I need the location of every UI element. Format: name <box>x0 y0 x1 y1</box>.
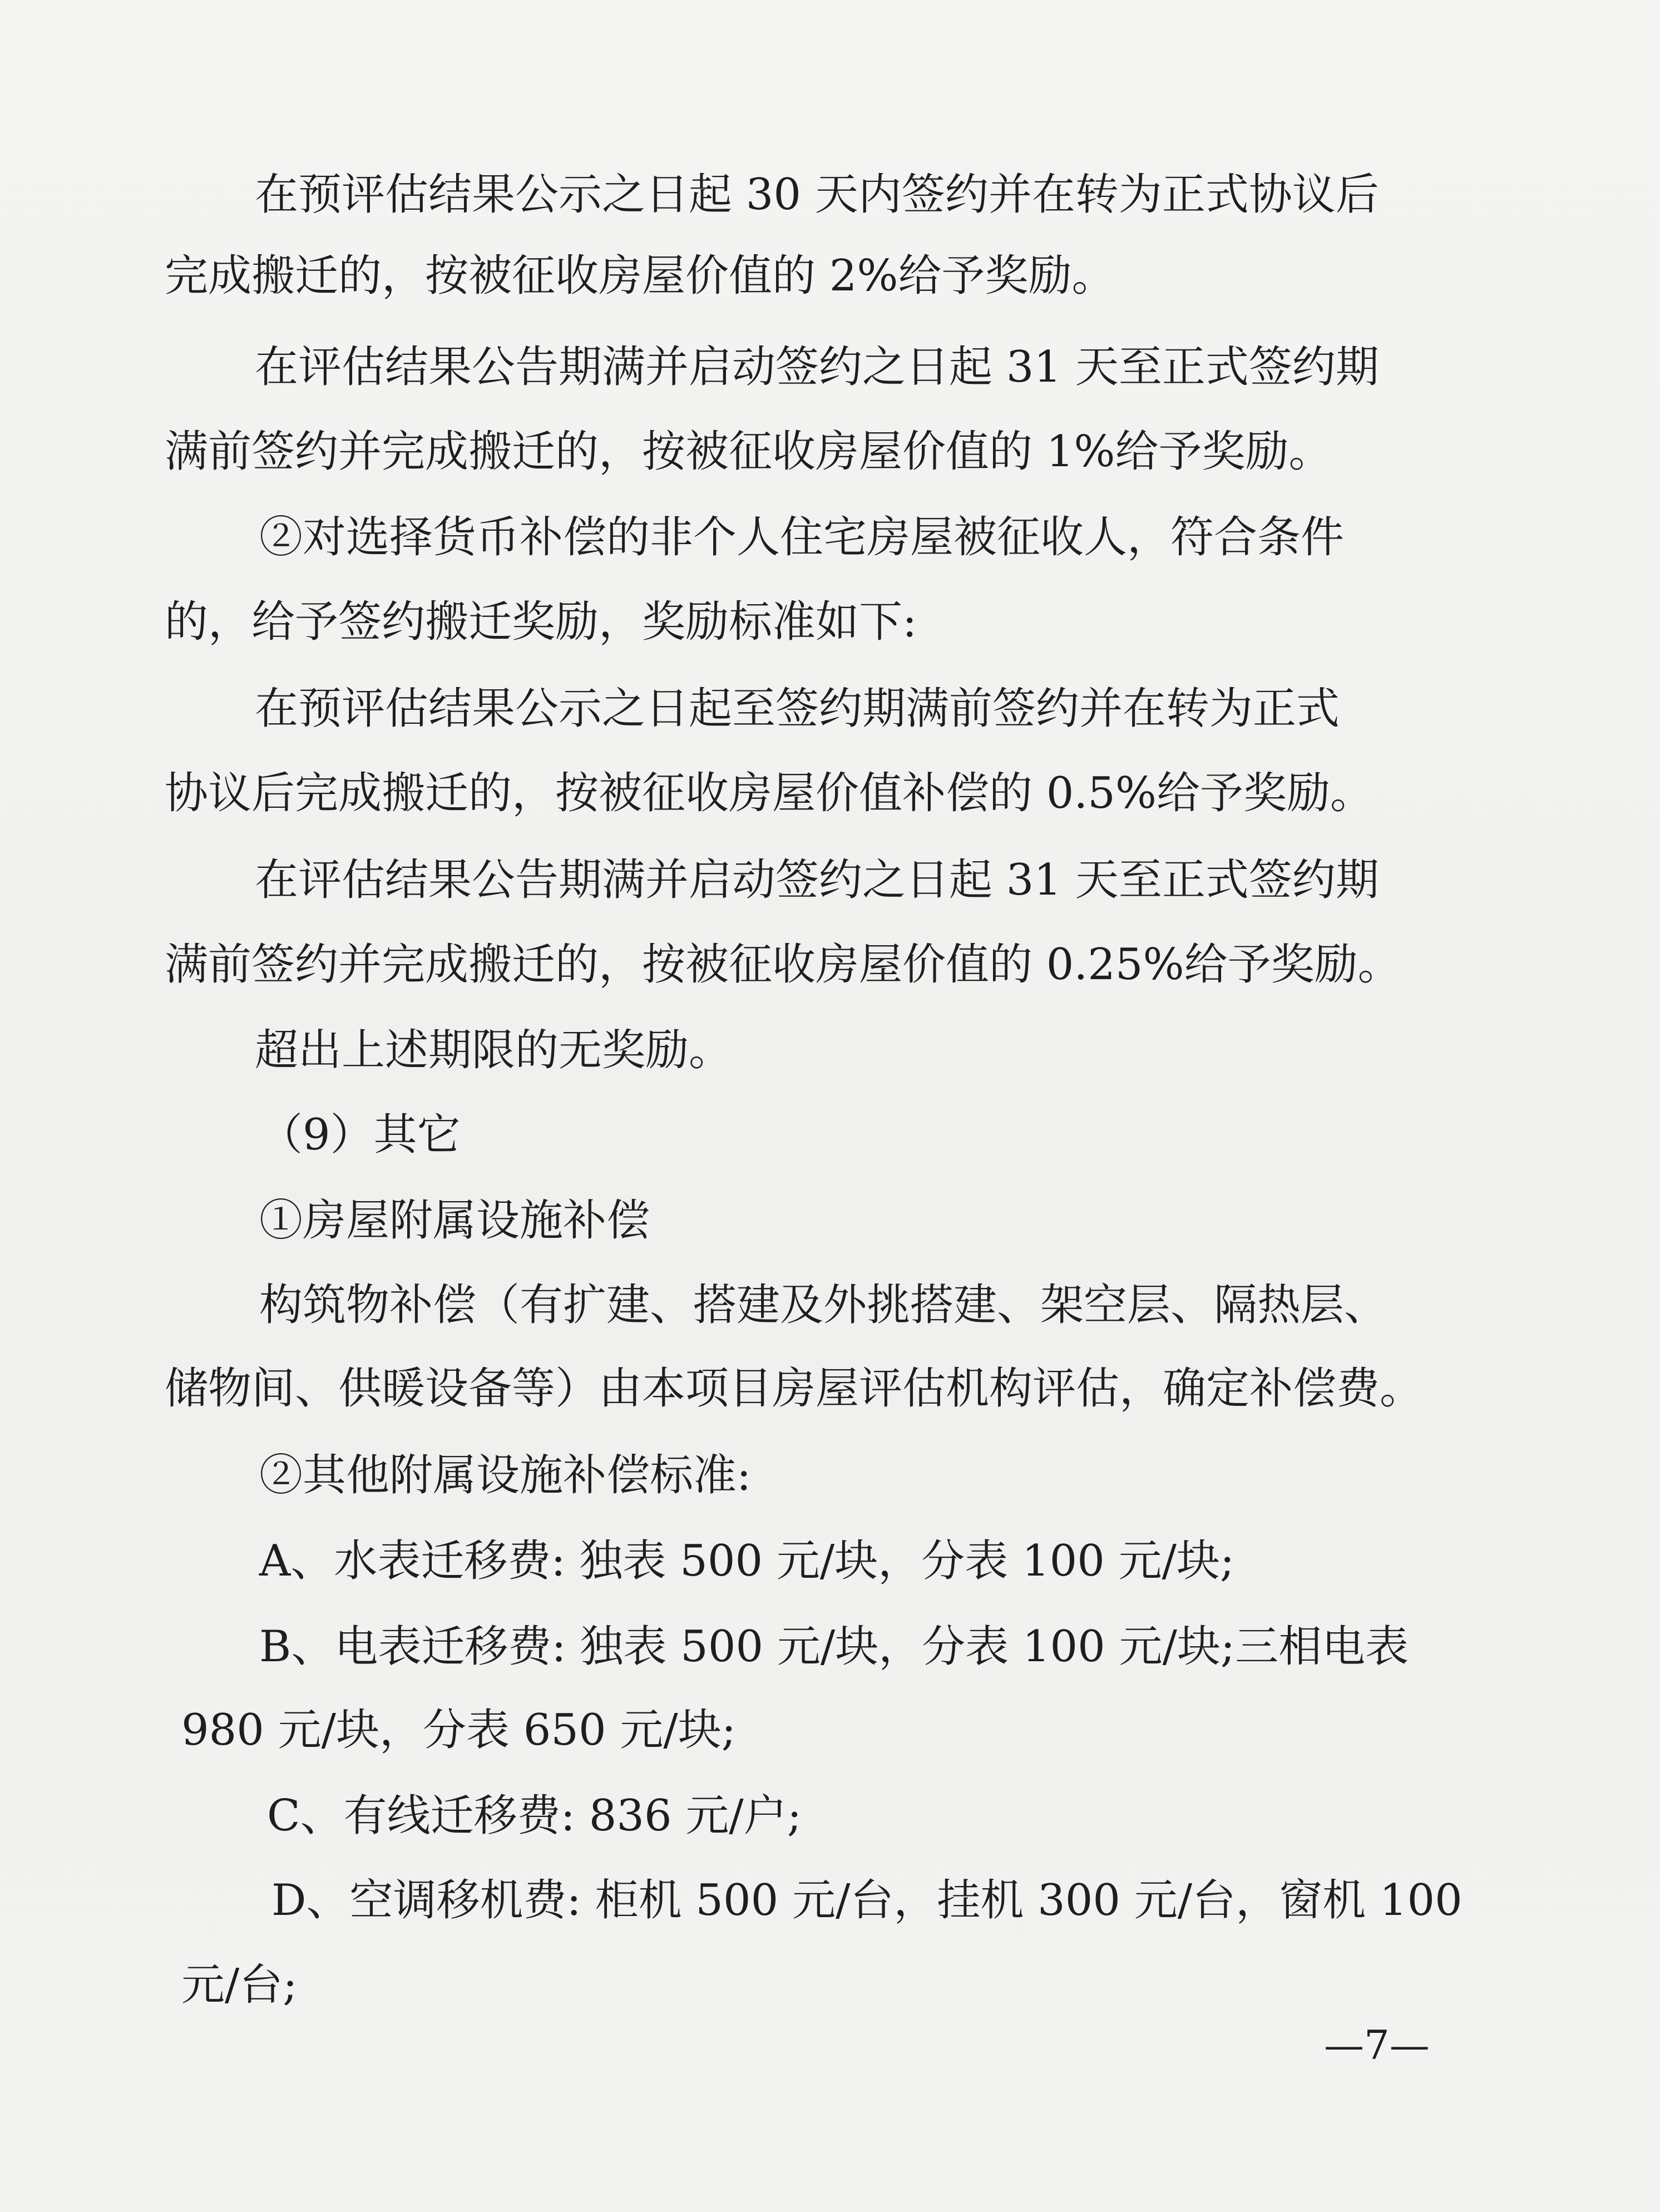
text-line: A、水表迁移费: 独表 500 元/块，分表 100 元/块; <box>259 1536 1235 1586</box>
text-line: D、空调移机费: 柜机 500 元/台，挂机 300 元/台，窗机 100 <box>271 1875 1463 1925</box>
text-line: 在预评估结果公示之日起 30 天内签约并在转为正式协议后 <box>255 170 1379 220</box>
subsection-heading: ①房屋附属设施补偿 <box>259 1196 650 1246</box>
text-line: 满前签约并完成搬迁的，按被征收房屋价值的 0.25%给予奖励。 <box>165 940 1401 990</box>
text-line: 元/台; <box>181 1960 298 2010</box>
text-line: C、有线迁移费: 836 元/户; <box>267 1791 802 1841</box>
text-line: ②对选择货币补偿的非个人住宅房屋被征收人，符合条件 <box>259 512 1345 562</box>
text-line: 在预评估结果公示之日起至签约期满前签约并在转为正式 <box>255 684 1340 734</box>
section-heading: （9）其它 <box>259 1110 461 1160</box>
text-line: B、电表迁移费: 独表 500 元/块，分表 100 元/块;三相电表 <box>259 1622 1409 1672</box>
page-number: —7— <box>1324 2022 1430 2068</box>
text-line: 构筑物补偿（有扩建、搭建及外挑搭建、架空层、隔热层、 <box>259 1280 1388 1330</box>
text-line: 储物间、供暖设备等）由本项目房屋评估机构评估，确定补偿费。 <box>165 1364 1424 1414</box>
subsection-heading: ②其他附属设施补偿标准: <box>259 1450 752 1500</box>
text-line: 在评估结果公告期满并启动签约之日起 31 天至正式签约期 <box>255 342 1379 392</box>
text-line: 完成搬迁的，按被征收房屋价值的 2%给予奖励。 <box>165 251 1115 301</box>
text-line: 满前签约并完成搬迁的，按被征收房屋价值的 1%给予奖励。 <box>165 427 1332 477</box>
text-line: 在评估结果公告期满并启动签约之日起 31 天至正式签约期 <box>255 855 1379 905</box>
text-line: 980 元/块，分表 650 元/块; <box>181 1705 736 1755</box>
text-line: 的，给予签约搬迁奖励，奖励标准如下: <box>165 597 917 647</box>
text-line: 超出上述期限的无奖励。 <box>255 1025 733 1075</box>
text-line: 协议后完成搬迁的，按被征收房屋价值补偿的 0.5%给予奖励。 <box>165 768 1374 818</box>
